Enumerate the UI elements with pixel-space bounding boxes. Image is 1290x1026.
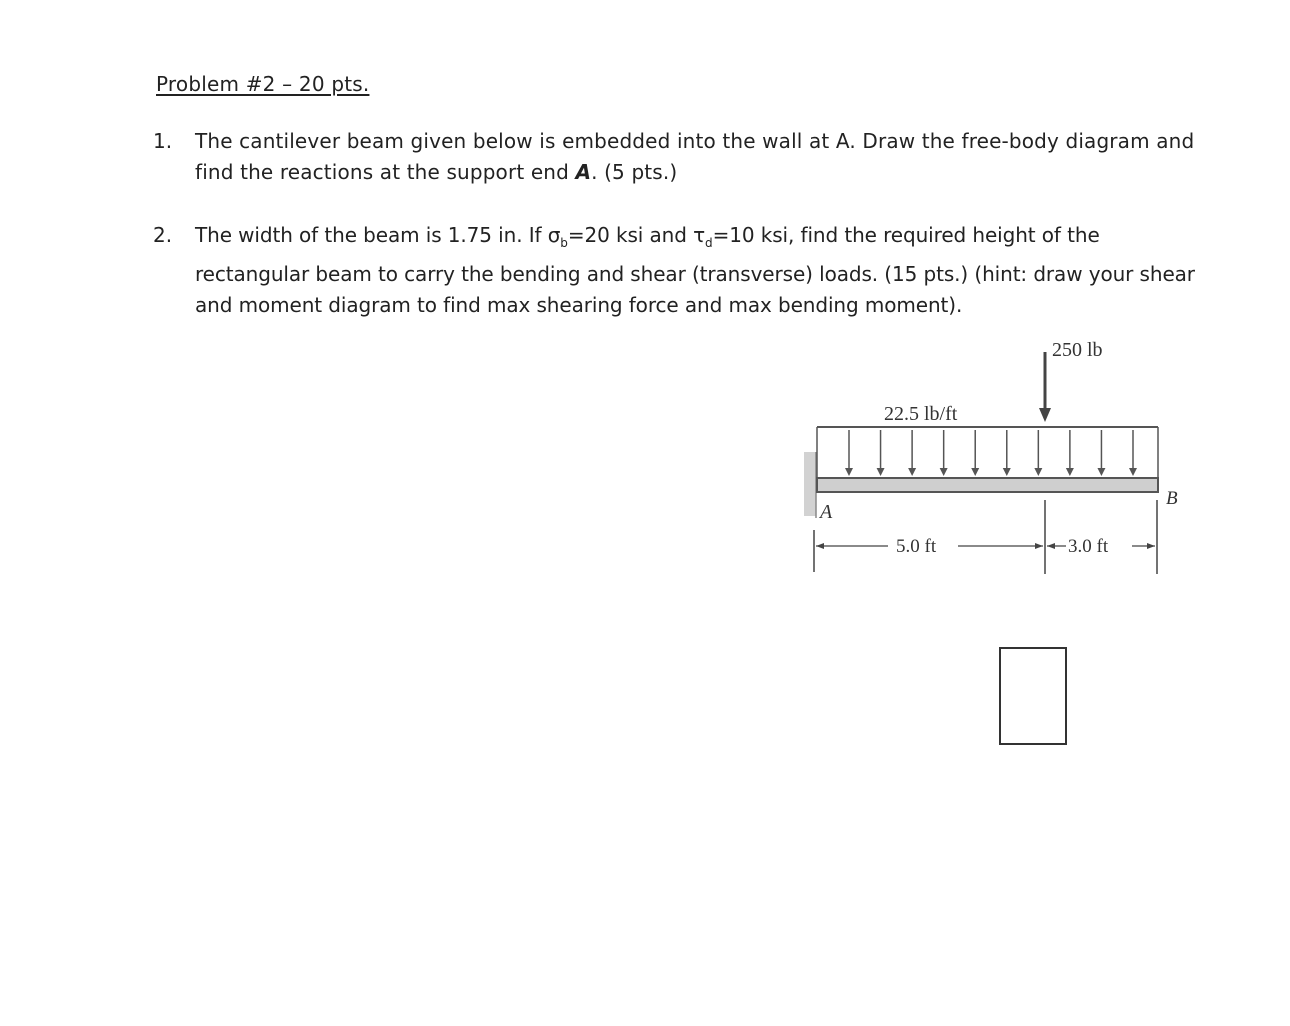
question-1-text — [195, 126, 1215, 188]
question-1-text-part: The cantilever beam given below is embedded into the wall at A. Draw the free-body diagram and find the reactions at the support end — [195, 129, 1195, 184]
beam-cross-section — [1000, 648, 1066, 744]
support-point-bold: A — [575, 160, 592, 184]
distributed-load-arrow-head — [1066, 468, 1074, 476]
distributed-load-arrow-head — [877, 468, 885, 476]
question-2-text-c: =10 ksi, find the required height of the rectangular beam to carry the bending and shear (transverse) loads. (15 pts.) (hint: draw your shear and moment diagram to find max shearing force and max bending moment). — [195, 223, 1195, 317]
question-2-text-b: =20 ksi and τ — [567, 223, 706, 247]
beam-figure — [780, 330, 1200, 760]
question-1-number: 1. — [153, 129, 173, 153]
distributed-load-arrow-head — [1003, 468, 1011, 476]
tau-subscript: d — [705, 236, 713, 250]
distributed-load-arrow-head — [845, 468, 853, 476]
sigma-subscript: b — [560, 236, 568, 250]
beam — [817, 478, 1158, 492]
point-load-arrow-head — [1039, 408, 1051, 422]
span2-arrow-right — [1147, 543, 1155, 549]
distributed-load-arrow-head — [940, 468, 948, 476]
span1-label: 5.0 ft — [896, 536, 937, 557]
question-1-text-end: . (5 pts.) — [591, 160, 678, 184]
problem-heading: Problem #2 – 20 pts. — [156, 72, 370, 96]
distributed-load-arrows — [845, 430, 1137, 476]
span2-arrow-left — [1047, 543, 1055, 549]
span1-arrow-left — [816, 543, 824, 549]
question-2-text-a: The width of the beam is 1.75 in. If σ — [195, 223, 561, 247]
distributed-load-label: 22.5 lb/ft — [884, 403, 958, 425]
end-b-label: B — [1166, 488, 1178, 509]
distributed-load-arrow-head — [971, 468, 979, 476]
beam-diagram — [780, 330, 1200, 760]
distributed-load-arrow-head — [908, 468, 916, 476]
span1-arrow-right — [1035, 543, 1043, 549]
point-load-label: 250 lb — [1052, 339, 1103, 361]
distributed-load-arrow-head — [1097, 468, 1105, 476]
distributed-load-arrow-head — [1034, 468, 1042, 476]
support-a-label: A — [820, 501, 833, 523]
span2-label: 3.0 ft — [1068, 536, 1109, 557]
question-2-number: 2. — [153, 223, 173, 247]
wall-support — [804, 452, 816, 516]
question-2-text — [195, 220, 1215, 321]
distributed-load-arrow-head — [1129, 468, 1137, 476]
